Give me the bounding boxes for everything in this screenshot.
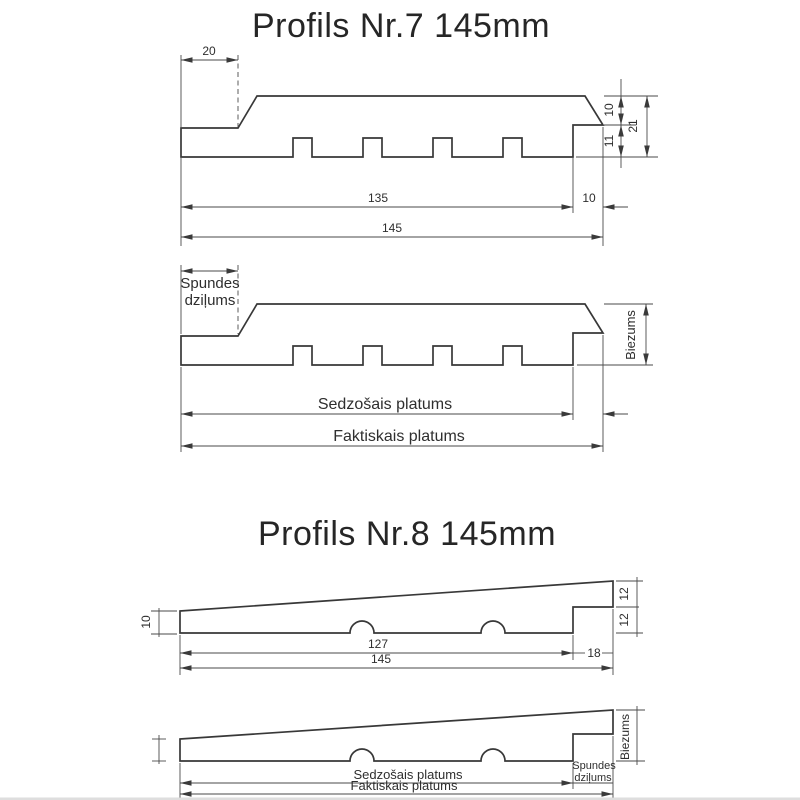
label-spundes8-line1: Spundes bbox=[572, 760, 616, 772]
profile8-title: Profils Nr.8 145mm bbox=[257, 515, 557, 553]
dim-tongue-depth-value: 20 bbox=[202, 44, 216, 58]
label-biezums: Biezums bbox=[623, 310, 638, 360]
dim-lap-width8-value: 18 bbox=[587, 646, 601, 660]
label-spundes-line1: Spundes bbox=[180, 275, 240, 292]
label-spundes-line2: dziļums bbox=[184, 292, 236, 309]
dim-lines-right-steps bbox=[616, 577, 643, 637]
dim-lines-left-thickness bbox=[151, 608, 177, 637]
label-faktiskais-platums8: Faktiskais platums bbox=[350, 778, 458, 793]
profile7-title: Profils Nr.7 145mm bbox=[251, 7, 551, 45]
profile7-labeled-drawing bbox=[180, 265, 653, 452]
profile7-labeled-outline bbox=[181, 304, 603, 365]
dim-full-width-value: 145 bbox=[381, 221, 403, 235]
label-sedzosais-platums: Sedzošais platums bbox=[317, 396, 453, 413]
dim-lines-bottom-widths bbox=[181, 127, 628, 246]
profile8-dimensioned-drawing bbox=[139, 577, 643, 675]
dim-lines-tongue-depth bbox=[181, 55, 238, 127]
dim-lines-biezums bbox=[577, 304, 653, 365]
dim-lines-right-thickness bbox=[576, 79, 658, 168]
label-sedzosais-platums8: Sedzošais platums bbox=[353, 767, 463, 782]
profile8-outline bbox=[180, 581, 613, 633]
dim-full-width8-value: 145 bbox=[370, 652, 392, 666]
dim-cover-width-value: 135 bbox=[367, 191, 389, 205]
dim-total-thickness-value: 21 bbox=[626, 119, 640, 133]
label-spundes8-line2: dziļums bbox=[574, 772, 612, 784]
dim-tip-height-value: 12 bbox=[617, 587, 631, 601]
dim-cover-width8-value: 127 bbox=[367, 637, 389, 651]
dim-rebate-height-value: 11 bbox=[602, 134, 616, 148]
label-biezums8: Biezums bbox=[618, 713, 632, 761]
profile8-labeled-outline bbox=[180, 710, 613, 761]
label-faktiskais-platums: Faktiskais platums bbox=[333, 428, 465, 445]
dim-rebate-height8-value: 12 bbox=[617, 613, 631, 627]
dim-lap-width-value: 10 bbox=[582, 191, 596, 205]
dim-lines-bottom-widths8 bbox=[180, 609, 613, 675]
profile8-labeled-drawing bbox=[152, 706, 645, 798]
dim-lip-thickness-value: 10 bbox=[602, 103, 616, 117]
profile7-dimensioned-drawing bbox=[181, 44, 658, 246]
dim-lines-left-ticks bbox=[152, 735, 166, 764]
dim-left-thickness-value: 10 bbox=[139, 615, 153, 629]
profile7-outline bbox=[181, 96, 603, 157]
